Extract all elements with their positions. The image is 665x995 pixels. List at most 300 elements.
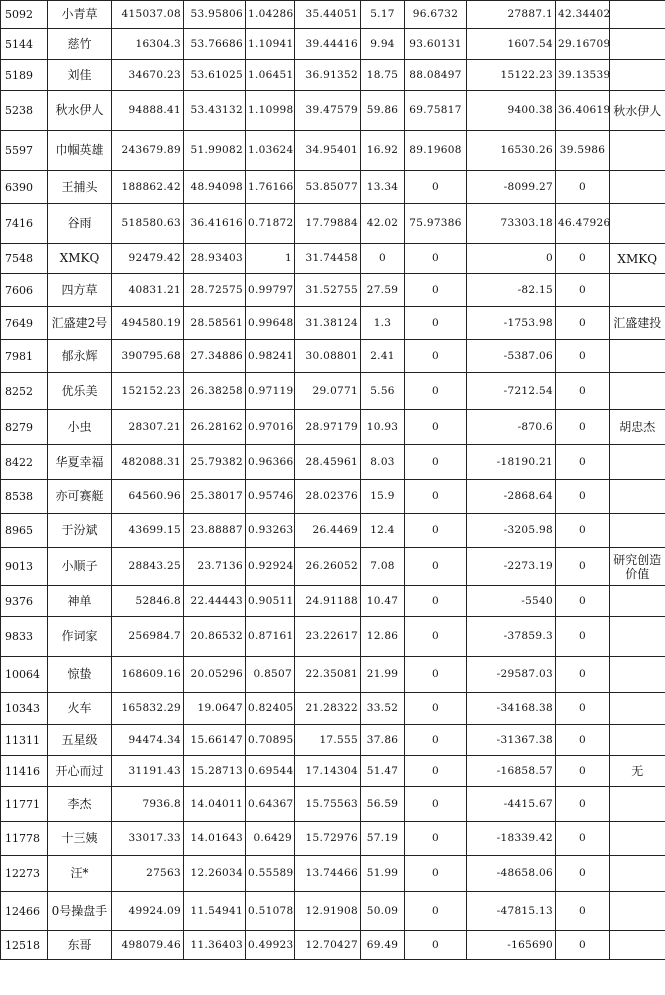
table-cell: 28843.25 [112, 548, 184, 586]
table-cell: 0.92924 [246, 548, 295, 586]
table-cell: 0 [556, 410, 610, 445]
table-cell: 28.93403 [184, 244, 246, 274]
table-cell: 243679.89 [112, 131, 184, 171]
table-cell: 0.70895 [246, 725, 295, 756]
table-cell: 11.36403 [184, 931, 246, 960]
table-cell: 96.6732 [405, 1, 467, 29]
table-cell: 518580.63 [112, 204, 184, 244]
table-row [1, 91, 665, 131]
table-row [1, 410, 665, 445]
table-cell: 1.03624 [246, 131, 295, 171]
table-cell: 36.40619 [556, 91, 610, 131]
table-cell: 25.38017 [184, 480, 246, 514]
table-cell: 27.59 [361, 274, 405, 307]
table-cell: 0 [556, 340, 610, 373]
table-cell: 1 [246, 244, 295, 274]
table-cell: -37859.3 [467, 617, 556, 657]
table-row [1, 856, 665, 892]
table-cell: 0 [405, 445, 467, 480]
table-cell: 17.79884 [295, 204, 361, 244]
table-cell: 30.08801 [295, 340, 361, 373]
table-cell: 482088.31 [112, 445, 184, 480]
table-cell: 89.19608 [405, 131, 467, 171]
table-row [1, 931, 665, 960]
table-cell: 19.0647 [184, 693, 246, 725]
table-cell: 7606 [1, 274, 48, 307]
table-cell: 46.47926 [556, 204, 610, 244]
table-cell: 415037.08 [112, 1, 184, 29]
table-cell: 0 [556, 725, 610, 756]
table-cell: 开心而过 [48, 756, 112, 787]
table-cell: 7.08 [361, 548, 405, 586]
table-cell: 慈竹 [48, 29, 112, 60]
table-cell: 51.99082 [184, 131, 246, 171]
table-cell: 0 [556, 892, 610, 931]
table-cell: 0.98241 [246, 340, 295, 373]
table-cell [610, 340, 665, 373]
table-cell: 0 [405, 931, 467, 960]
table-cell: 26.28162 [184, 410, 246, 445]
table-cell: 0 [405, 892, 467, 931]
table-cell: 0 [405, 617, 467, 657]
table-cell: 11311 [1, 725, 48, 756]
table-cell: -31367.38 [467, 725, 556, 756]
table-cell: -47815.13 [467, 892, 556, 931]
table-cell: 94474.34 [112, 725, 184, 756]
table-cell: 188862.42 [112, 171, 184, 204]
table-cell: 11416 [1, 756, 48, 787]
table-cell: 神单 [48, 586, 112, 617]
table-cell: 10.93 [361, 410, 405, 445]
table-cell: 12.4 [361, 514, 405, 548]
table-cell: 小虫 [48, 410, 112, 445]
table-cell: 汪* [48, 856, 112, 892]
table-cell: 9.94 [361, 29, 405, 60]
table-cell: 8538 [1, 480, 48, 514]
table-cell: 10343 [1, 693, 48, 725]
table-cell: 31.38124 [295, 307, 361, 340]
table-cell: -5387.06 [467, 340, 556, 373]
table-cell: 23.7136 [184, 548, 246, 586]
table-row [1, 307, 665, 340]
table-row [1, 586, 665, 617]
table-cell: 57.19 [361, 822, 405, 856]
table-cell: 69.75817 [405, 91, 467, 131]
table-cell: 5189 [1, 60, 48, 91]
table-cell: 0 [405, 856, 467, 892]
table-cell: 152152.23 [112, 373, 184, 410]
table-cell: 8.03 [361, 445, 405, 480]
table-cell: 0.64367 [246, 787, 295, 822]
table-cell: 9833 [1, 617, 48, 657]
table-cell: 7936.8 [112, 787, 184, 822]
table-cell: 27563 [112, 856, 184, 892]
table-cell: 1.76166 [246, 171, 295, 204]
table-cell: -8099.27 [467, 171, 556, 204]
table-cell: 0.71872 [246, 204, 295, 244]
table-cell: 12.70427 [295, 931, 361, 960]
table-cell: 8252 [1, 373, 48, 410]
table-cell: 50.09 [361, 892, 405, 931]
table-cell: 5597 [1, 131, 48, 171]
table-cell: 于汾斌 [48, 514, 112, 548]
table-cell: XMKQ [610, 244, 665, 274]
table-cell: 0 [405, 373, 467, 410]
table-cell: 谷雨 [48, 204, 112, 244]
table-cell: 10064 [1, 657, 48, 693]
table-cell: 29.16709 [556, 29, 610, 60]
table-row [1, 822, 665, 856]
table-cell [610, 480, 665, 514]
table-cell [610, 60, 665, 91]
table-row [1, 373, 665, 410]
table-cell: 0 [405, 822, 467, 856]
table-cell: 13.34 [361, 171, 405, 204]
table-cell: 8422 [1, 445, 48, 480]
table-cell: 35.44051 [295, 1, 361, 29]
table-cell: 0 [405, 548, 467, 586]
table-cell: 0号操盘手 [48, 892, 112, 931]
table-cell: 1.06451 [246, 60, 295, 91]
table-cell: 0 [405, 586, 467, 617]
table-cell: 四方草 [48, 274, 112, 307]
table-cell: 小顺子 [48, 548, 112, 586]
table-cell: -48658.06 [467, 856, 556, 892]
table-cell: 93.60131 [405, 29, 467, 60]
table-cell: 0.55589 [246, 856, 295, 892]
table-cell: 0.99797 [246, 274, 295, 307]
table-cell: 0 [556, 693, 610, 725]
table-cell: 5238 [1, 91, 48, 131]
table-cell: 0 [405, 514, 467, 548]
table-row [1, 892, 665, 931]
table-cell: 0 [556, 787, 610, 822]
table-cell: 无 [610, 756, 665, 787]
table-cell: 0 [361, 244, 405, 274]
table-cell: 22.44443 [184, 586, 246, 617]
table-cell: 31.74458 [295, 244, 361, 274]
table-cell [610, 204, 665, 244]
table-cell: 1.10998 [246, 91, 295, 131]
table-cell: 李杰 [48, 787, 112, 822]
table-cell: 0.51078 [246, 892, 295, 931]
table-cell: 火车 [48, 693, 112, 725]
table-cell: 0 [556, 617, 610, 657]
table-cell [610, 787, 665, 822]
table-cell: 12518 [1, 931, 48, 960]
table-cell: 22.35081 [295, 657, 361, 693]
table-cell: 16530.26 [467, 131, 556, 171]
table-cell: 12466 [1, 892, 48, 931]
table-cell: 0.82405 [246, 693, 295, 725]
table-cell: 15.75563 [295, 787, 361, 822]
table-cell: 0 [556, 931, 610, 960]
table-cell: 0.87161 [246, 617, 295, 657]
table-cell: -2273.19 [467, 548, 556, 586]
table-cell: 15.9 [361, 480, 405, 514]
table-cell: 9376 [1, 586, 48, 617]
table-cell: 0 [556, 274, 610, 307]
table-cell [610, 657, 665, 693]
table-row [1, 617, 665, 657]
table-cell: 5.17 [361, 1, 405, 29]
table-cell: 0.93263 [246, 514, 295, 548]
table-cell: 0 [405, 307, 467, 340]
table-row [1, 131, 665, 171]
table-cell: 0 [405, 244, 467, 274]
table-cell: 52846.8 [112, 586, 184, 617]
table-cell: 胡忠杰 [610, 410, 665, 445]
table-cell: 28307.21 [112, 410, 184, 445]
table-cell: 0 [405, 171, 467, 204]
table-cell [610, 1, 665, 29]
table-cell: 1.10941 [246, 29, 295, 60]
table-cell: 8279 [1, 410, 48, 445]
table-row [1, 171, 665, 204]
table-cell: 11771 [1, 787, 48, 822]
table-cell: 39.13539 [556, 60, 610, 91]
table-cell: 16.92 [361, 131, 405, 171]
table-cell: 69.49 [361, 931, 405, 960]
table-cell: 64560.96 [112, 480, 184, 514]
table-cell: 165832.29 [112, 693, 184, 725]
table-cell: 33.52 [361, 693, 405, 725]
table-cell: 12.86 [361, 617, 405, 657]
table-cell: -870.6 [467, 410, 556, 445]
table-cell: 0 [556, 373, 610, 410]
table-cell: 0 [556, 445, 610, 480]
table-row [1, 244, 665, 274]
table-cell: 23.88887 [184, 514, 246, 548]
table-cell: 42.34402 [556, 1, 610, 29]
table-cell: 王捕头 [48, 171, 112, 204]
table-row [1, 657, 665, 693]
table-row [1, 480, 665, 514]
table-cell: 39.5986 [556, 131, 610, 171]
table-cell: 0.96366 [246, 445, 295, 480]
table-cell: 39.44416 [295, 29, 361, 60]
table-cell: 0.97016 [246, 410, 295, 445]
table-cell: 13.74466 [295, 856, 361, 892]
table-cell: 26.26052 [295, 548, 361, 586]
table-row [1, 340, 665, 373]
table-cell: 17.14304 [295, 756, 361, 787]
table-cell: 12.91908 [295, 892, 361, 931]
table-cell: 0.99648 [246, 307, 295, 340]
table-cell: 12.26034 [184, 856, 246, 892]
table-cell: 郁永辉 [48, 340, 112, 373]
table-cell: 40831.21 [112, 274, 184, 307]
table-cell [610, 586, 665, 617]
table-cell: 16304.3 [112, 29, 184, 60]
table-cell: -34168.38 [467, 693, 556, 725]
table-cell: -5540 [467, 586, 556, 617]
table-cell: 15.72976 [295, 822, 361, 856]
table-cell [610, 693, 665, 725]
table-row [1, 445, 665, 480]
table-cell: 73303.18 [467, 204, 556, 244]
table-cell: 6390 [1, 171, 48, 204]
table-cell: 0 [405, 274, 467, 307]
table-cell: 28.72575 [184, 274, 246, 307]
table-cell: 0.90511 [246, 586, 295, 617]
table-cell: 27887.1 [467, 1, 556, 29]
table-cell: 28.02376 [295, 480, 361, 514]
table-cell: 十三姨 [48, 822, 112, 856]
table-cell: 53.76686 [184, 29, 246, 60]
table-cell: 惊蛰 [48, 657, 112, 693]
table-cell [610, 274, 665, 307]
table-cell: 汇盛建2号 [48, 307, 112, 340]
table-cell: 9013 [1, 548, 48, 586]
table-cell: -165690 [467, 931, 556, 960]
table-cell: 秋水伊人 [48, 91, 112, 131]
table-cell: 51.99 [361, 856, 405, 892]
table-cell: 14.01643 [184, 822, 246, 856]
table-cell: 24.91188 [295, 586, 361, 617]
table-cell: 7548 [1, 244, 48, 274]
table-cell: 2.41 [361, 340, 405, 373]
table-cell: -1753.98 [467, 307, 556, 340]
table-cell: -7212.54 [467, 373, 556, 410]
table-cell: 7416 [1, 204, 48, 244]
table-cell [610, 373, 665, 410]
table-cell: 0 [556, 514, 610, 548]
table-cell: 0 [405, 693, 467, 725]
table-cell: 5.56 [361, 373, 405, 410]
table-cell: 0.97119 [246, 373, 295, 410]
table-cell: 0 [556, 756, 610, 787]
table-cell: 东哥 [48, 931, 112, 960]
table-cell: 51.47 [361, 756, 405, 787]
table-cell: 20.86532 [184, 617, 246, 657]
table-cell: 36.91352 [295, 60, 361, 91]
table-row [1, 1, 665, 29]
table-cell: 研究创造价值 [610, 548, 665, 586]
table-cell: 21.99 [361, 657, 405, 693]
table-cell: 秋水伊人 [610, 91, 665, 131]
table-cell: 8965 [1, 514, 48, 548]
table-cell: 10.47 [361, 586, 405, 617]
table-cell [610, 892, 665, 931]
table-cell: 0.69544 [246, 756, 295, 787]
table-cell: 21.28322 [295, 693, 361, 725]
table-cell: 17.555 [295, 725, 361, 756]
table-cell: 49924.09 [112, 892, 184, 931]
table-cell: 34.95401 [295, 131, 361, 171]
table-cell: 0 [405, 410, 467, 445]
table-cell: 43699.15 [112, 514, 184, 548]
table-cell [610, 822, 665, 856]
table-cell: 1.3 [361, 307, 405, 340]
table-cell: 53.43132 [184, 91, 246, 131]
table-cell: 0 [467, 244, 556, 274]
table-cell [610, 617, 665, 657]
table-cell: 168609.16 [112, 657, 184, 693]
table-cell [610, 725, 665, 756]
table-cell: 0 [556, 657, 610, 693]
table-cell: -16858.57 [467, 756, 556, 787]
table-cell [610, 131, 665, 171]
table-row [1, 548, 665, 586]
table-cell [610, 445, 665, 480]
table-cell: 28.45961 [295, 445, 361, 480]
table-cell: 汇盛建投 [610, 307, 665, 340]
table-cell: 15.66147 [184, 725, 246, 756]
table-cell [610, 171, 665, 204]
table-cell: 29.0771 [295, 373, 361, 410]
table-cell: 28.58561 [184, 307, 246, 340]
table-cell: 0 [556, 822, 610, 856]
table-cell: -18339.42 [467, 822, 556, 856]
table-row [1, 725, 665, 756]
table-body [1, 1, 665, 960]
table-row [1, 60, 665, 91]
table-cell: XMKQ [48, 244, 112, 274]
table-cell: 15122.23 [467, 60, 556, 91]
table-cell: 华夏幸福 [48, 445, 112, 480]
table-cell: 0 [556, 856, 610, 892]
table-cell: 92479.42 [112, 244, 184, 274]
table-row [1, 514, 665, 548]
table-row [1, 756, 665, 787]
table-cell: 26.4469 [295, 514, 361, 548]
table-cell: 94888.41 [112, 91, 184, 131]
table-cell: 26.38258 [184, 373, 246, 410]
table-cell: 23.22617 [295, 617, 361, 657]
table-cell: 11778 [1, 822, 48, 856]
table-cell: 59.86 [361, 91, 405, 131]
table-cell: 28.97179 [295, 410, 361, 445]
table-cell: 0.49923 [246, 931, 295, 960]
table-cell: 53.95806 [184, 1, 246, 29]
table-cell: 48.94098 [184, 171, 246, 204]
table-cell: 88.08497 [405, 60, 467, 91]
table-cell [610, 29, 665, 60]
table-cell: 39.47579 [295, 91, 361, 131]
table-cell [610, 931, 665, 960]
table-cell: 7981 [1, 340, 48, 373]
table-cell: 15.28713 [184, 756, 246, 787]
table-cell: 56.59 [361, 787, 405, 822]
table-cell: 33017.33 [112, 822, 184, 856]
table-cell: -4415.67 [467, 787, 556, 822]
table-row [1, 787, 665, 822]
table-cell: 1.04286 [246, 1, 295, 29]
table-cell: -2868.64 [467, 480, 556, 514]
table-cell: 亦可赛艇 [48, 480, 112, 514]
table-cell [610, 514, 665, 548]
table-cell: 小青草 [48, 1, 112, 29]
table-cell: 0.6429 [246, 822, 295, 856]
table-cell: 5092 [1, 1, 48, 29]
table-cell: 20.05296 [184, 657, 246, 693]
table-cell: 巾帼英雄 [48, 131, 112, 171]
table-cell: 36.41616 [184, 204, 246, 244]
table-cell: 1607.54 [467, 29, 556, 60]
table-cell: 0 [405, 480, 467, 514]
table-cell: 390795.68 [112, 340, 184, 373]
table-cell: 0 [405, 787, 467, 822]
table-cell: 34670.23 [112, 60, 184, 91]
table-cell: 31191.43 [112, 756, 184, 787]
table-cell: 37.86 [361, 725, 405, 756]
table-cell: 0 [556, 480, 610, 514]
table-cell: 0 [405, 657, 467, 693]
table-row [1, 204, 665, 244]
table-cell: 75.97386 [405, 204, 467, 244]
table-cell: 0 [405, 725, 467, 756]
